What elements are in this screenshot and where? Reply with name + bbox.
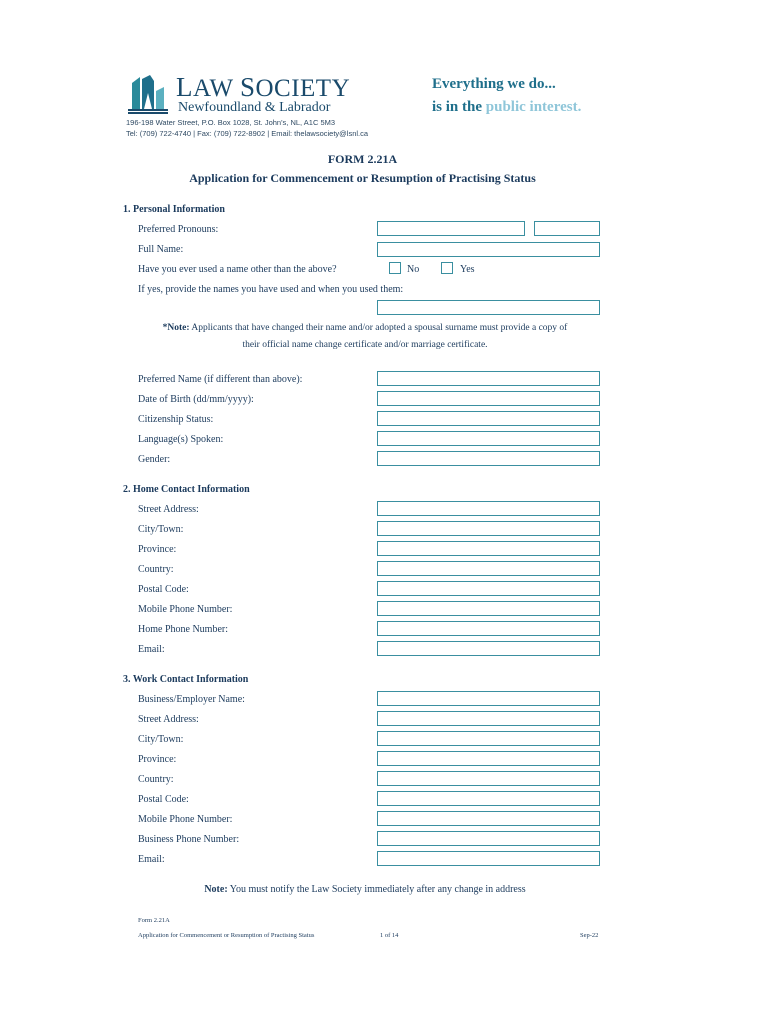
employer-field[interactable] bbox=[377, 691, 600, 706]
law-society-logo-icon bbox=[126, 73, 170, 115]
label-languages: Language(s) Spoken: bbox=[138, 434, 224, 445]
preferred-pronouns-field-2[interactable] bbox=[534, 221, 600, 236]
previous-names-field[interactable] bbox=[377, 300, 600, 315]
label-employer: Business/Employer Name: bbox=[138, 694, 245, 705]
label-home-email: Email: bbox=[138, 644, 165, 655]
home-mobile-field[interactable] bbox=[377, 601, 600, 616]
address-change-note: Note: You must notify the Law Society immediately after any change in address bbox=[204, 884, 526, 895]
label-home-province: Province: bbox=[138, 544, 177, 555]
name-change-note-line-1: *Note: Applicants that have changed their name and/or adopted a spousal surname must provide a copy of bbox=[162, 323, 568, 333]
contact-line: Tel: (709) 722-4740 | Fax: (709) 722-8902 | Email: thelawsociety@lsnl.ca bbox=[126, 129, 369, 138]
work-email-field[interactable] bbox=[377, 851, 600, 866]
label-citizenship: Citizenship Status: bbox=[138, 414, 214, 425]
label-work-province: Province: bbox=[138, 754, 177, 765]
work-street-field[interactable] bbox=[377, 711, 600, 726]
label-work-email: Email: bbox=[138, 854, 165, 865]
label-home-city: City/Town: bbox=[138, 524, 184, 535]
other-name-no-label: No bbox=[407, 264, 420, 275]
footer-date: Sep-22 bbox=[580, 932, 599, 939]
organization-subtitle: Newfoundland & Labrador bbox=[178, 100, 331, 115]
footer-page-number: 1 of 14 bbox=[380, 932, 399, 939]
home-email-field[interactable] bbox=[377, 641, 600, 656]
label-previous-names: If yes, provide the names you have used and when you used them: bbox=[138, 284, 404, 295]
work-city-field[interactable] bbox=[377, 731, 600, 746]
work-mobile-field[interactable] bbox=[377, 811, 600, 826]
business-phone-field[interactable] bbox=[377, 831, 600, 846]
citizenship-field[interactable] bbox=[377, 411, 600, 426]
form-number: FORM 2.21A bbox=[327, 152, 398, 166]
label-preferred-name: Preferred Name (if different than above): bbox=[138, 374, 303, 385]
other-name-no-checkbox[interactable] bbox=[389, 262, 401, 274]
home-city-field[interactable] bbox=[377, 521, 600, 536]
home-postal-field[interactable] bbox=[377, 581, 600, 596]
other-name-yes-label: Yes bbox=[460, 264, 475, 275]
languages-field[interactable] bbox=[377, 431, 600, 446]
preferred-name-field[interactable] bbox=[377, 371, 600, 386]
name-change-note-line-2: their official name change certificate and/or marriage certificate. bbox=[242, 340, 488, 350]
organization-address bbox=[126, 117, 368, 139]
organization-name: LAW SOCIETY bbox=[176, 72, 351, 102]
other-name-yes-checkbox[interactable] bbox=[441, 262, 453, 274]
address-line: 196-198 Water Street, P.O. Box 1028, St. John's, NL, A1C 5M3 bbox=[126, 118, 336, 127]
slogan-line-2: is in the public interest. bbox=[432, 99, 582, 115]
home-street-field[interactable] bbox=[377, 501, 600, 516]
label-work-postal: Postal Code: bbox=[138, 794, 189, 805]
footer-form-ref: Form 2.21A bbox=[138, 917, 170, 924]
label-home-street: Street Address: bbox=[138, 504, 199, 515]
footer-title: Application for Commencement or Resumption of Practising Status bbox=[138, 932, 315, 939]
gender-field[interactable] bbox=[377, 451, 600, 466]
form-title: Application for Commencement or Resumption of Practising Status bbox=[189, 171, 536, 185]
work-postal-field[interactable] bbox=[377, 791, 600, 806]
label-work-country: Country: bbox=[138, 774, 174, 785]
label-gender: Gender: bbox=[138, 454, 171, 465]
section-heading-personal: 1. Personal Information bbox=[123, 204, 225, 215]
section-heading-work-contact: 3. Work Contact Information bbox=[123, 674, 249, 685]
label-preferred-pronouns: Preferred Pronouns: bbox=[138, 224, 219, 235]
work-country-field[interactable] bbox=[377, 771, 600, 786]
label-home-postal: Postal Code: bbox=[138, 584, 189, 595]
home-phone-field[interactable] bbox=[377, 621, 600, 636]
home-country-field[interactable] bbox=[377, 561, 600, 576]
label-business-phone: Business Phone Number: bbox=[138, 834, 240, 845]
label-home-phone: Home Phone Number: bbox=[138, 624, 228, 635]
preferred-pronouns-field[interactable] bbox=[377, 221, 525, 236]
slogan-line-1: Everything we do... bbox=[432, 76, 556, 92]
label-home-mobile: Mobile Phone Number: bbox=[138, 604, 233, 615]
label-work-street: Street Address: bbox=[138, 714, 199, 725]
label-work-mobile: Mobile Phone Number: bbox=[138, 814, 233, 825]
label-home-country: Country: bbox=[138, 564, 174, 575]
label-date-of-birth: Date of Birth (dd/mm/yyyy): bbox=[138, 394, 254, 405]
work-province-field[interactable] bbox=[377, 751, 600, 766]
section-heading-home-contact: 2. Home Contact Information bbox=[123, 484, 250, 495]
label-other-name-question: Have you ever used a name other than the above? bbox=[138, 264, 337, 275]
label-work-city: City/Town: bbox=[138, 734, 184, 745]
date-of-birth-field[interactable] bbox=[377, 391, 600, 406]
full-name-field[interactable] bbox=[377, 242, 600, 257]
label-full-name: Full Name: bbox=[138, 244, 184, 255]
home-province-field[interactable] bbox=[377, 541, 600, 556]
